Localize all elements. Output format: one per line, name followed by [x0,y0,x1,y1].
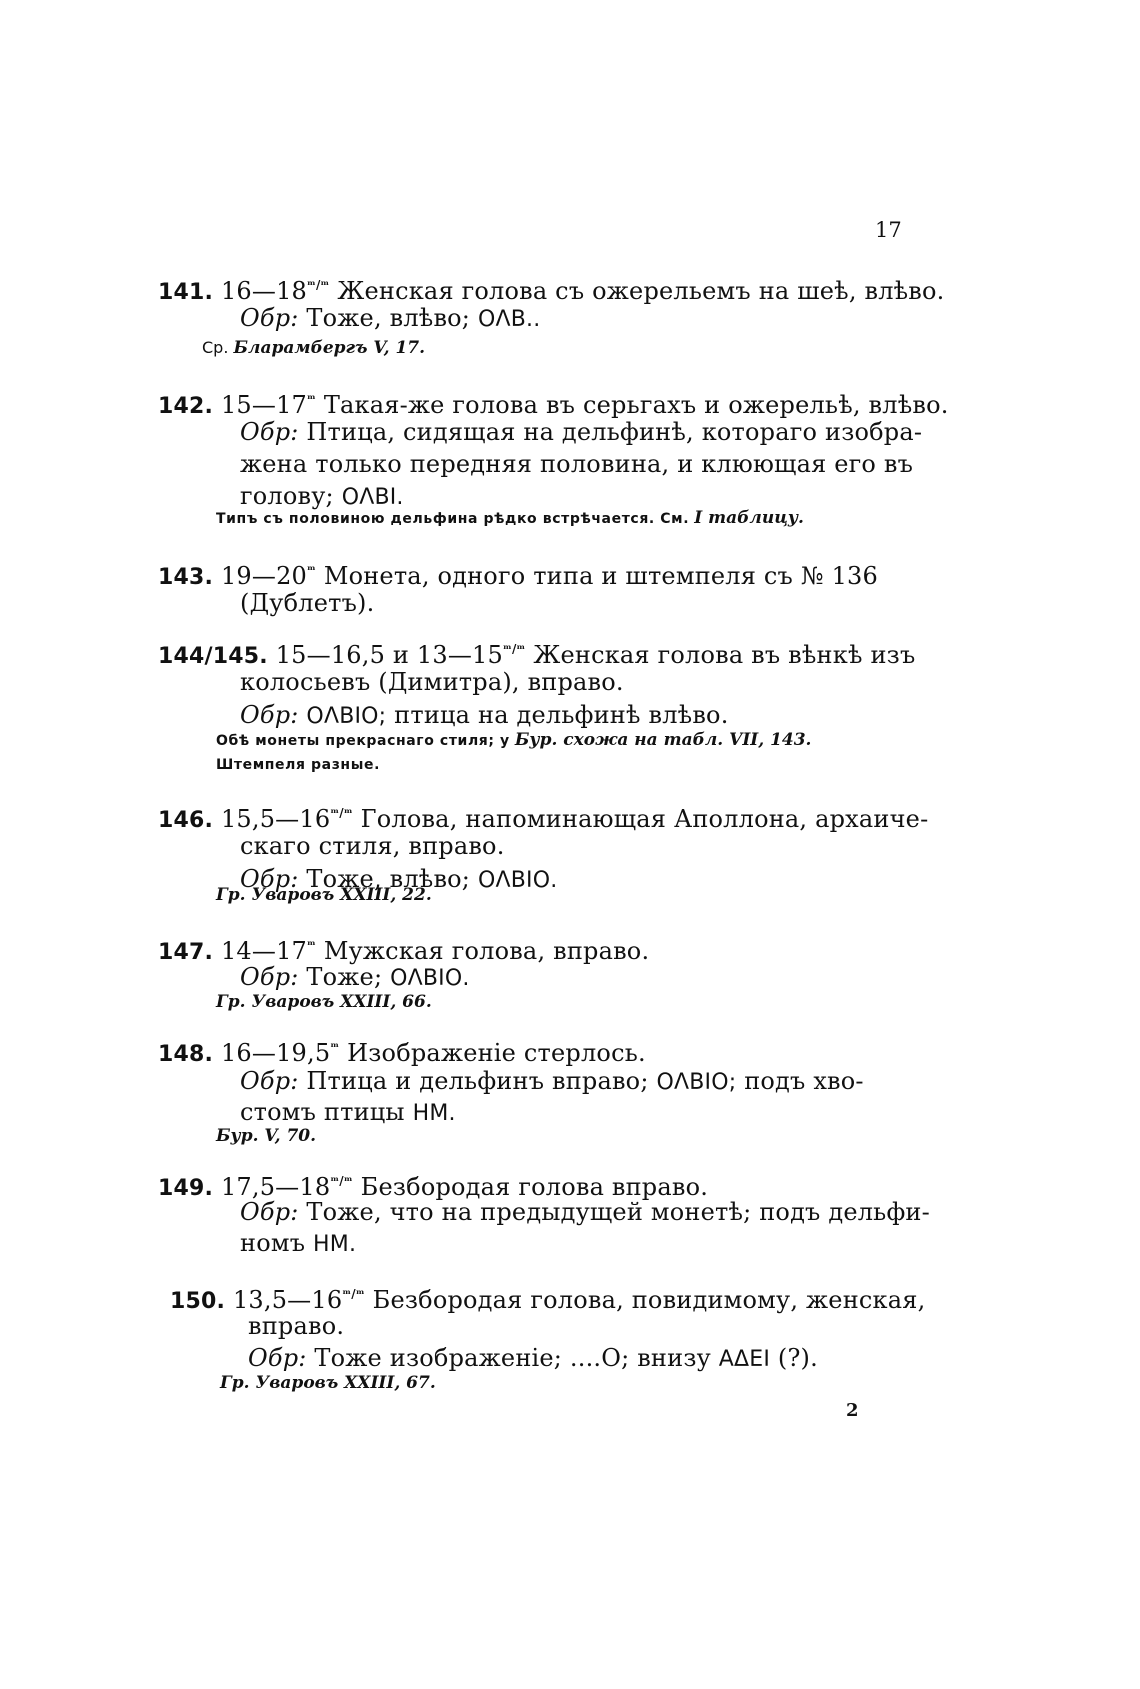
entry-146-reference [216,884,432,906]
coin-legend: ΟΛΒ.. [477,307,541,332]
entry-142-note [216,507,804,530]
entry-description: Голова, напоминающая Аполлона, архаиче- [360,805,929,833]
monogram: HM. [313,1232,357,1257]
entry-size: 15—17 [220,391,308,419]
reference-text: Гр. Уваровъ XXIII, 66. [216,992,432,1012]
reference-text: Бур. V, 70. [216,1126,317,1146]
monogram: HM. [412,1101,456,1126]
entry-148-reference [216,1125,316,1147]
obverse-text: Тоже изображеніе; ....О; внизу [314,1344,711,1372]
entry-description: Изображеніе стерлось. [347,1039,646,1067]
coin-legend: ΟΛΒΙΟ; [656,1070,737,1095]
reference-text: Гр. Уваровъ XXIII, 67. [220,1373,436,1393]
obverse-text: Тоже, влѣво; [306,865,471,893]
entry-number: 142. [158,394,214,419]
obverse-text: стомъ птицы [240,1098,405,1126]
entry-size: 19—20 [220,562,308,590]
obverse-label: Обр: [240,963,299,991]
entry-150-obverse [248,1343,818,1375]
entry-size: 15,5—16 [220,805,331,833]
obverse-label: Обр: [240,418,299,446]
entry-144-145-obverse [240,700,729,732]
metal-mark: ᵐ/ᵐ [342,1287,365,1301]
metal-mark: ᵐ/ᵐ [330,806,353,820]
obverse-label: Обр: [240,1198,299,1226]
coin-legend: ΟΛΒΙ. [341,485,404,510]
metal-mark: ᵐ [307,938,316,952]
obverse-text: Тоже, что на предыдущей монетѣ; подъ дельфи- [306,1198,930,1226]
entry-146-line-2: скаго стиля, вправо. [240,832,505,860]
metal-mark: ᵐ/ᵐ [307,278,330,292]
entry-149-obverse-line-2 [240,1228,356,1260]
obverse-text: номъ [240,1229,306,1257]
obverse-label: Обр: [240,701,299,729]
entry-description: Мужская голова, вправо. [323,937,650,965]
entry-142-obverse-line-2: жена только передняя половина, и клюющая его въ [240,450,914,478]
entry-description: Женская голова въ вѣнкѣ изъ [533,641,916,669]
entry-number: 150. [170,1289,226,1314]
obverse-text: Тоже; [306,963,383,991]
obverse-text: голову; [240,482,334,510]
obverse-label: Обр: [240,865,299,893]
entry-number: 141. [158,280,214,305]
entry-148-heading [158,1032,646,1070]
page-number: 17 [875,218,902,242]
metal-mark: ᵐ [307,392,316,406]
entry-size: 16—19,5 [220,1039,331,1067]
obverse-suffix: (?). [777,1344,818,1372]
reference-text: Бларамбергъ V, 17. [233,338,426,358]
entry-144-145-note-1 [216,729,811,752]
obverse-label: Обр: [240,304,299,332]
entry-150-line-2: вправо. [248,1312,345,1340]
obverse-text: подъ хво- [744,1067,864,1095]
metal-mark: ᵐ/ᵐ [330,1174,353,1188]
entry-149-obverse-line-1 [240,1197,930,1227]
entry-148-obverse-line-1 [240,1066,864,1098]
entry-number: 147. [158,940,214,965]
entry-number: 144/145. [158,644,268,669]
coin-legend: ΑΔΕΙ [718,1347,771,1372]
entry-description: Безбородая голова вправо. [360,1173,709,1201]
entry-size: 14—17 [220,937,308,965]
entry-size: 15—16,5 и 13—15 [275,641,503,669]
reference-text: Гр. Уваровъ XXIII, 22. [216,885,432,905]
obverse-text: птица на дельфинѣ влѣво. [394,701,729,729]
entry-143-line-2: (Дублетъ). [240,589,375,617]
entry-141-reference [202,337,425,359]
entry-150-reference [220,1372,436,1394]
entry-number: 143. [158,565,214,590]
metal-mark: ᵐ [307,563,316,577]
entry-description: Женская голова съ ожерельемъ на шеѣ, влѣво. [337,277,945,305]
note-reference: Бур. схожа на табл. VII, 143. [514,730,812,750]
entry-size: 16—18 [220,277,308,305]
entry-144-145-note-2 [216,753,380,776]
coin-legend: ΟΛΒΙΟ; [306,704,387,729]
obverse-text: Тоже, влѣво; [306,304,471,332]
entry-number: 149. [158,1176,214,1201]
entry-description: Монета, одного типа и штемпеля съ № 136 [323,562,878,590]
entry-number: 148. [158,1042,214,1067]
obverse-label: Обр: [240,1067,299,1095]
note-text: Обѣ монеты прекраснаго стиля; у [216,733,510,749]
metal-mark: ᵐ/ᵐ [503,642,526,656]
obverse-text: Птица и дельфинъ вправо; [306,1067,649,1095]
note-text: Штемпеля разные. [216,757,380,773]
entry-description: Безбородая голова, повидимому, женская, [372,1286,926,1314]
entry-number: 146. [158,808,214,833]
obverse-label: Обр: [248,1344,307,1372]
entry-size: 13,5—16 [232,1286,343,1314]
note-text: Типъ съ половиною дельфина рѣдко встрѣчается. См. [216,511,690,527]
entry-size: 17,5—18 [220,1173,331,1201]
entry-147-reference [216,991,432,1013]
reference-prefix: Ср. [202,338,229,357]
entry-144-145-line-2: колосьевъ (Димитра), вправо. [240,668,624,696]
entry-141-obverse [240,303,540,335]
entry-142-obverse-line-1 [240,417,922,447]
entry-147-obverse [240,962,470,994]
note-reference: I таблицу. [694,508,804,528]
metal-mark: ᵐ [330,1040,340,1054]
coin-legend: ΟΛΒΙΟ. [390,966,470,991]
signature-mark: 2 [846,1400,859,1421]
obverse-text: Птица, сидящая на дельфинѣ, котораго изобра- [306,418,923,446]
entry-description: Такая-же голова въ серьгахъ и ожерельѣ, влѣво. [323,391,949,419]
coin-legend: ΟΛΒΙΟ. [477,868,558,893]
